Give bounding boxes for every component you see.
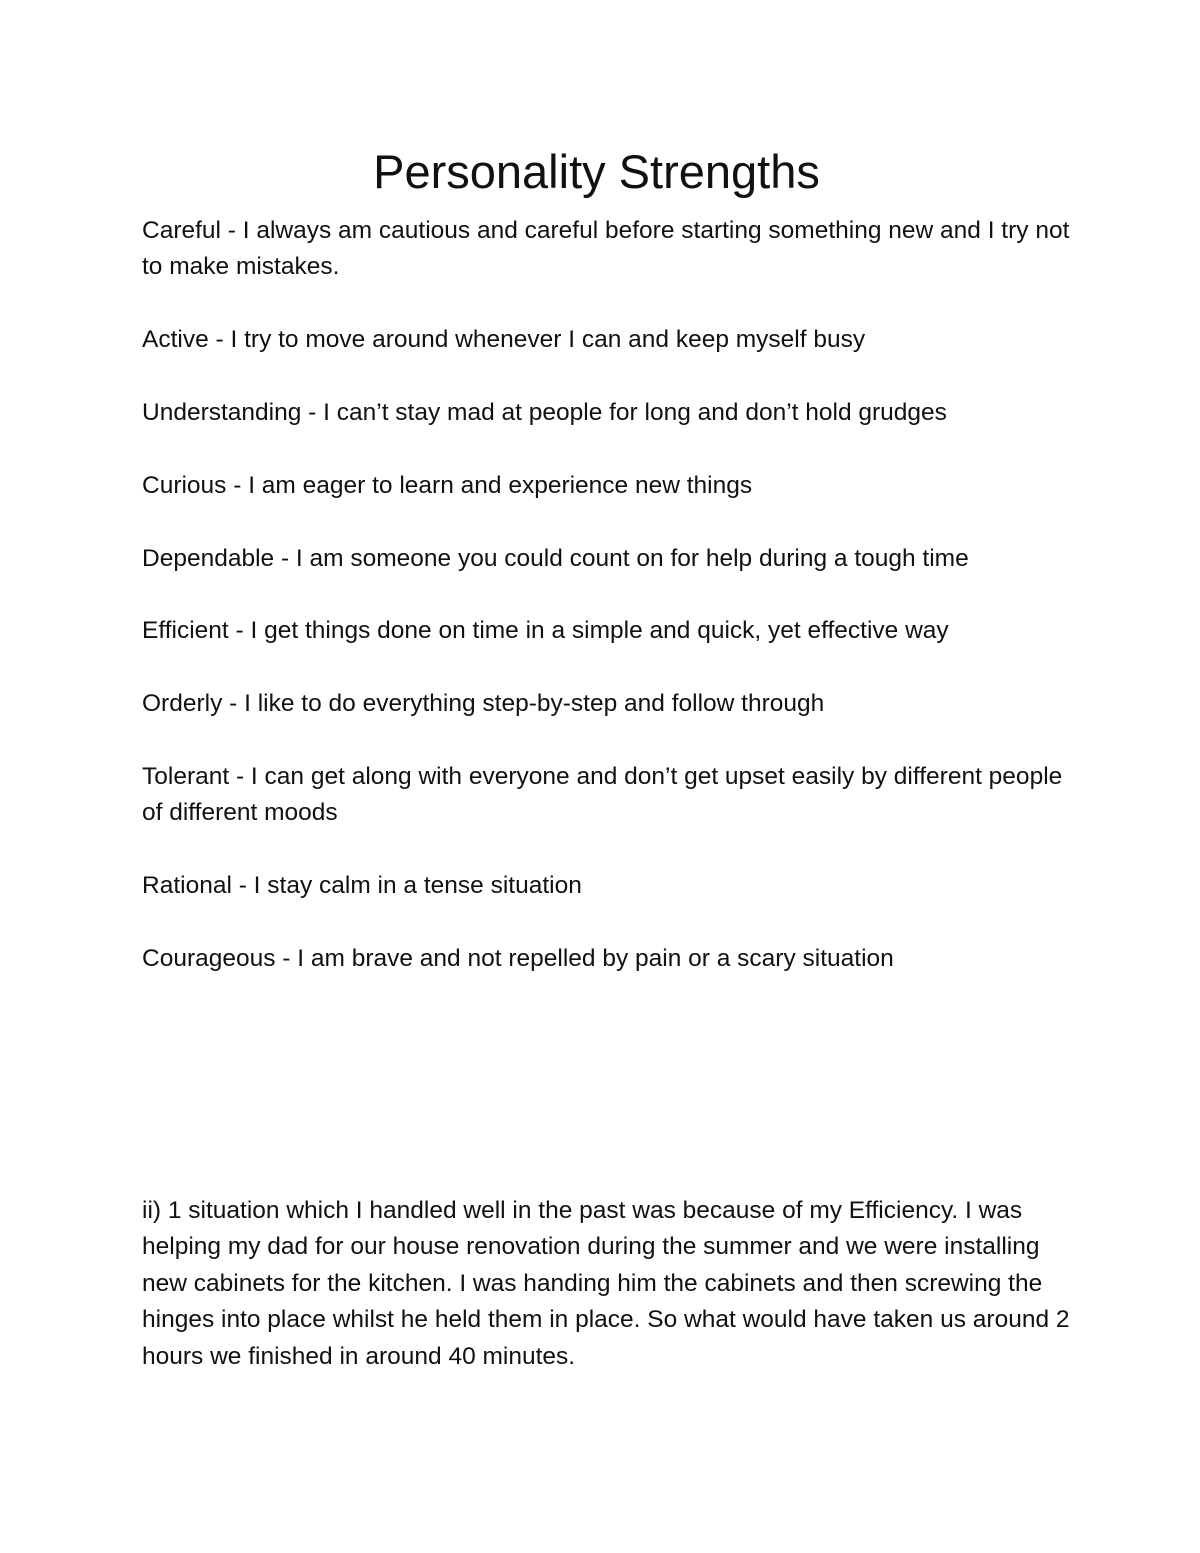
strengths-list [142, 213, 1072, 1014]
strength-active: Active - I try to move around whenever I can and keep myself busy [142, 326, 866, 354]
strength-careful: Careful - I always am cautious and careful before starting something new and I try not to make mistakes. [142, 217, 1070, 281]
strength-orderly: Orderly - I like to do everything step-by-step and follow through [142, 690, 825, 718]
page-title: Personality Strengths [373, 145, 820, 198]
strength-curious: Curious - I am eager to learn and experience new things [142, 471, 753, 499]
strength-courageous: Courageous - I am brave and not repelled by pain or a scary situation [142, 944, 894, 972]
strength-tolerant: Tolerant - I can get along with everyone and don’t get upset easily by different people of different moods [142, 762, 1063, 827]
strength-understanding: Understanding - I can’t stay mad at people for long and don’t hold grudges [142, 399, 947, 426]
situation-paragraph: ii) 1 situation which I handled well in the past was because of my Efficiency. I was helping my dad for our house renovation during the summer and we were installing new cabinets for the kitchen. I was handing him the cabinets and then screwing the hinges into place whilst he held them in place. So what would have taken us around 2 hours we finished in around 40 minutes. [142, 1197, 1070, 1370]
strength-dependable: Dependable - I am someone you could count on for help during a tough time [142, 544, 969, 572]
strength-rational: Rational - I stay calm in a tense situation [142, 872, 582, 900]
strength-efficient: Efficient - I get things done on time in a simple and quick, yet effective way [142, 617, 949, 645]
